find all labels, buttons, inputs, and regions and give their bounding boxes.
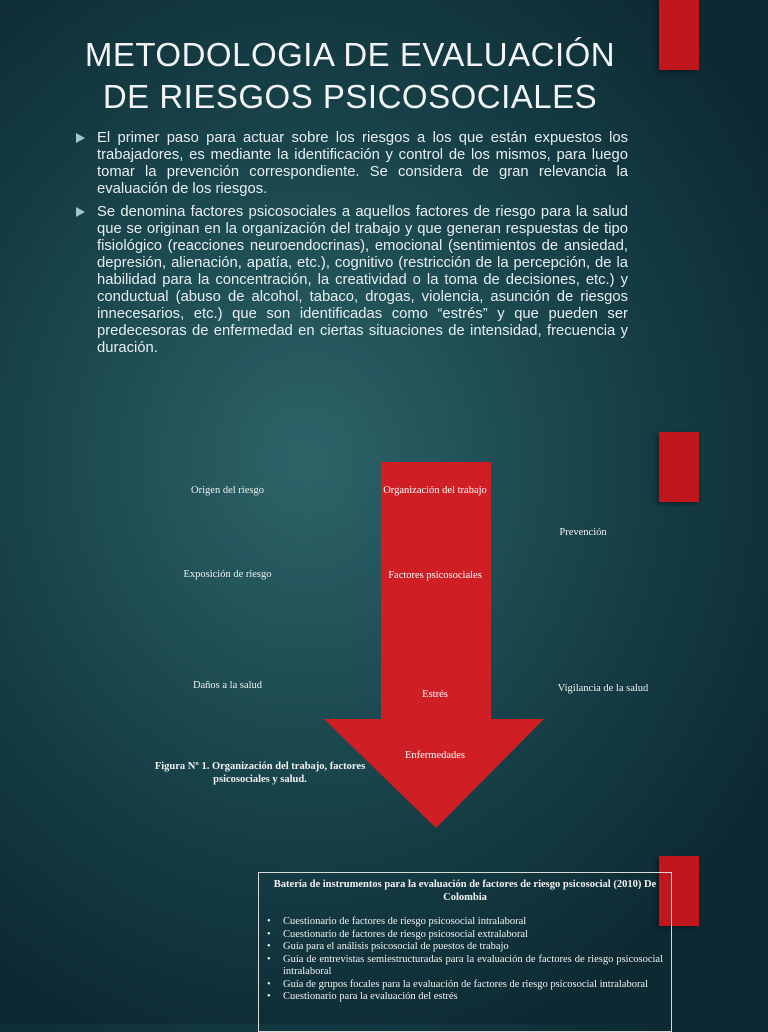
- list-item: • Guía para el análisis psicosocial de puestos de trabajo: [267, 941, 663, 954]
- list-item: • Cuestionario de factores de riesgo psicosocial intralaboral: [267, 916, 663, 929]
- figure-caption: Figura Nº 1. Organización del trabajo, factores psicosociales y salud.: [154, 761, 366, 785]
- label-vigilancia-salud: Vigilancia de la salud: [557, 683, 649, 694]
- battery-title: Batería de instrumentos para la evaluación de factores de riesgo psicosocial (2010) De Colombia: [273, 879, 657, 903]
- arrow-label-organizacion: Organización del trabajo: [383, 485, 487, 496]
- arrow-label-enfermedades: Enfermedades: [404, 750, 466, 761]
- list-item: • Cuestionario para la evaluación del estrés: [267, 991, 663, 1004]
- battery-box: [258, 872, 672, 1032]
- bullet-item: [76, 130, 628, 198]
- bullet-list: [76, 130, 628, 363]
- red-tab-middle: [659, 432, 699, 502]
- red-tab-top: [659, 0, 699, 70]
- list-item: • Cuestionario de factores de riesgo psicosocial extralaboral: [267, 929, 663, 942]
- bullet-text: Se denomina factores psicosociales a aquellos factores de riesgo para la salud que se originan en la organización del trabajo y que generan respuestas de tipo fisiológico (reacciones neuroendocrinas), emocional (sentimientos de ansiedad, depresión, alienación, apatía, etc.), cognitivo (restricción de la percepción, de la habilidad para la concentración, la creatividad o la toma de decisiones, etc.) y conductual (abuso de alcohol, tabaco, drogas, violencia, asunción de riesgos innecesarios, etc.) que son identificadas como “estrés” y que pueden ser predecesoras de enfermedad en ciertas situaciones de intensidad, frecuencia y duración.: [97, 204, 628, 356]
- triangle-bullet-icon: [76, 133, 85, 143]
- list-item: • Guía de entrevistas semiestructuradas para la evaluación de factores de riesgo psicosocial intralaboral: [267, 954, 663, 979]
- bullet-item: [76, 204, 628, 357]
- label-prevencion: Prevención: [559, 527, 607, 538]
- triangle-bullet-icon: [76, 207, 85, 217]
- label-danos-salud: Daños a la salud: [192, 680, 263, 691]
- list-item: • Guía de grupos focales para la evaluación de factores de riesgo psicosocial intralaboral: [267, 979, 663, 992]
- battery-list: [259, 916, 671, 1004]
- page-title: METODOLOGIA DE EVALUACIÓN DE RIESGOS PSICOSOCIALES: [84, 36, 616, 115]
- arrow-label-estres: Estrés: [422, 689, 448, 700]
- arrow-label-factores: Factores psicosociales: [388, 570, 482, 581]
- label-origen-riesgo: Origen del riesgo: [191, 485, 264, 496]
- label-exposicion-riesgo: Exposición de riesgo: [183, 569, 272, 580]
- bullet-text: El primer paso para actuar sobre los riesgos a los que están expuestos los trabajadores, es mediante la identificación y control de los mismos, para luego tomar la prevención correspondiente. Se considera de gran relevancia la evaluación de los riesgos.: [97, 130, 628, 197]
